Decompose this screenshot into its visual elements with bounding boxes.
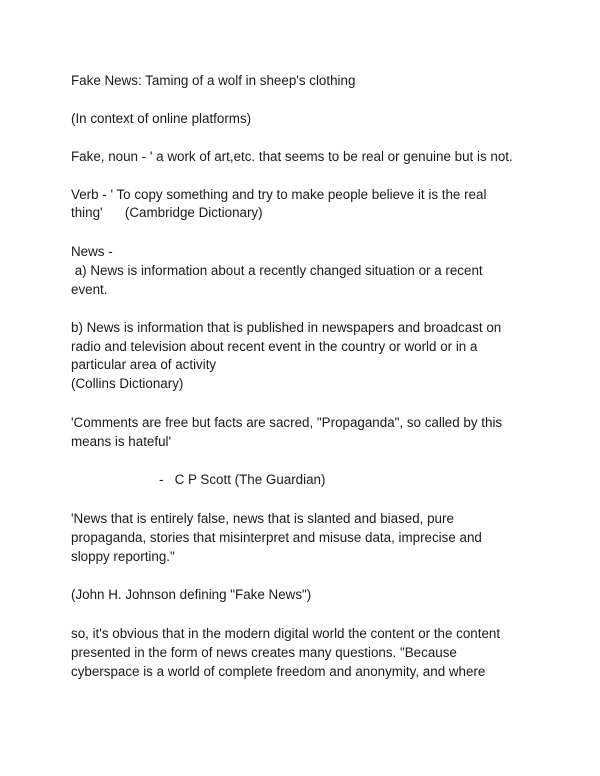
news-b-line-3: particular area of activity <box>71 357 217 372</box>
johnson-quote-line-2: propaganda, stories that misinterpret and misuse data, imprecise and <box>71 530 482 545</box>
johnson-quote-line-3: sloppy reporting." <box>71 549 175 564</box>
johnson-quote-line-1: 'News that is entirely false, news that is slanted and biased, pure <box>71 511 454 526</box>
news-heading: News - <box>71 244 113 259</box>
closing-line-3: cyberspace is a world of complete freedom and anonymity, and where <box>71 664 486 679</box>
news-b-citation: (Collins Dictionary) <box>71 376 184 391</box>
news-b-line-2: radio and television about recent event in the country or world or in a <box>71 339 478 354</box>
johnson-attribution: (John H. Johnson defining "Fake News") <box>71 587 312 602</box>
news-a-line-2: event. <box>71 282 108 297</box>
news-a-line-1: a) News is information about a recently changed situation or a recent <box>71 263 483 278</box>
document-title: Fake News: Taming of a wolf in sheep's clothing <box>71 73 356 88</box>
scott-attribution: - C P Scott (The Guardian) <box>159 472 326 487</box>
scott-quote-line-2: means is hateful' <box>71 434 172 449</box>
scott-quote-line-1: 'Comments are free but facts are sacred, "Propaganda", so called by this <box>71 415 503 430</box>
verb-definition-line-1: Verb - ' To copy something and try to make people believe it is the real <box>71 187 487 202</box>
news-b-line-1: b) News is information that is published in newspapers and broadcast on <box>71 320 502 335</box>
closing-line-1: so, it's obvious that in the modern digital world the content or the content <box>71 626 501 641</box>
verb-definition-line-2: thing' (Cambridge Dictionary) <box>71 205 263 220</box>
closing-line-2: presented in the form of news creates many questions. "Because <box>71 645 457 660</box>
document-subtitle: (In context of online platforms) <box>71 111 252 126</box>
fake-definition: Fake, noun - ' a work of art,etc. that seems to be real or genuine but is not. <box>71 149 513 164</box>
